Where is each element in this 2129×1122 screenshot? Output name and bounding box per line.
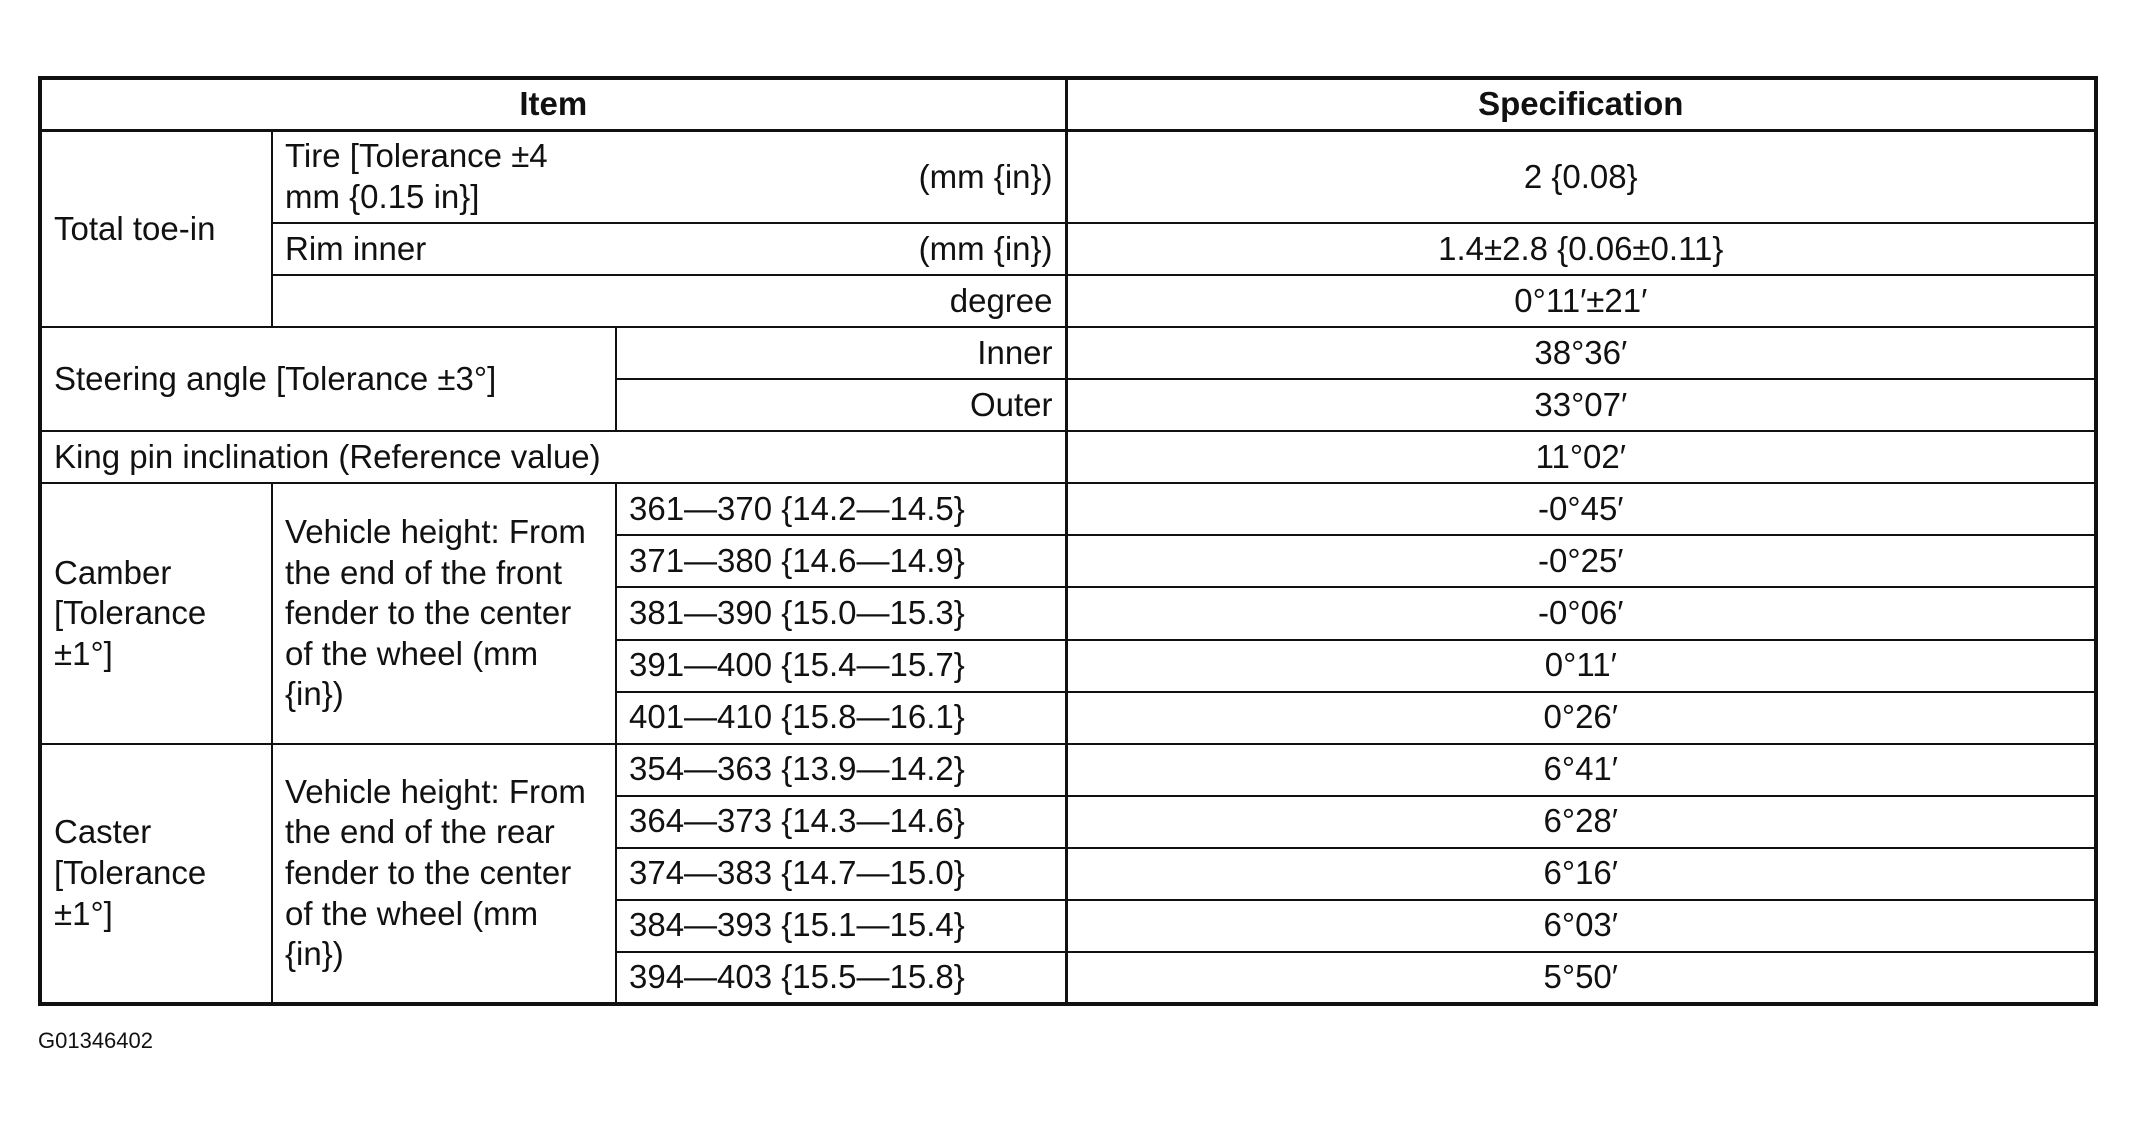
camber-value: -0°06′ (1066, 587, 2096, 639)
caster-value: 6°16′ (1066, 848, 2096, 900)
camber-label: Camber [Tolerance ±1°] (40, 483, 272, 743)
table-row (40, 483, 2096, 535)
table-row (40, 327, 2096, 379)
camber-range: 401—410 {15.8—16.1} (616, 692, 1066, 744)
camber-vehicle-height-label: Vehicle height: From the end of the front fender to the center of the wheel (mm {in}) (272, 483, 616, 743)
caster-range: 354—363 {13.9—14.2} (616, 744, 1066, 796)
caster-value: 6°41′ (1066, 744, 2096, 796)
steering-outer-label: Outer (616, 379, 1066, 431)
tire-cell (272, 130, 1066, 223)
camber-range: 391—400 {15.4—15.7} (616, 640, 1066, 692)
tire-toe-in-value: 2 {0.08} (1066, 130, 2096, 223)
caster-vehicle-height-label: Vehicle height: From the end of the rear fender to the center of the wheel (mm {in}) (272, 744, 616, 1004)
caster-range: 384—393 {15.1—15.4} (616, 900, 1066, 952)
degree-label: degree (272, 275, 1066, 327)
degree-toe-in-value: 0°11′±21′ (1066, 275, 2096, 327)
caster-label: Caster [Tolerance ±1°] (40, 744, 272, 1004)
steering-inner-label: Inner (616, 327, 1066, 379)
table-row (40, 130, 2096, 223)
table-header-row (40, 78, 2096, 130)
specification-column-header: Specification (1066, 78, 2096, 130)
king-pin-inclination-value: 11°02′ (1066, 431, 2096, 483)
camber-value: -0°45′ (1066, 483, 2096, 535)
camber-range: 381—390 {15.0—15.3} (616, 587, 1066, 639)
camber-value: 0°26′ (1066, 692, 2096, 744)
king-pin-inclination-label: King pin inclination (Reference value) (40, 431, 1066, 483)
steering-angle-label: Steering angle [Tolerance ±3°] (40, 327, 616, 431)
caster-value: 5°50′ (1066, 952, 2096, 1004)
table-row (40, 275, 2096, 327)
camber-range: 371—380 {14.6—14.9} (616, 535, 1066, 587)
caster-range: 364—373 {14.3—14.6} (616, 796, 1066, 848)
caster-value: 6°03′ (1066, 900, 2096, 952)
camber-range: 361—370 {14.2—14.5} (616, 483, 1066, 535)
steering-inner-value: 38°36′ (1066, 327, 2096, 379)
table-row (40, 223, 2096, 275)
wheel-alignment-spec-table (38, 76, 2098, 1006)
rim-inner-toe-in-value: 1.4±2.8 {0.06±0.11} (1066, 223, 2096, 275)
caster-value: 6°28′ (1066, 796, 2096, 848)
tire-unit: (mm {in}) (918, 157, 1053, 195)
steering-outer-value: 33°07′ (1066, 379, 2096, 431)
table-row (40, 744, 2096, 796)
caster-range: 374—383 {14.7—15.0} (616, 848, 1066, 900)
figure-id: G01346402 (38, 1028, 153, 1053)
rim-inner-unit: (mm {in}) (918, 229, 1053, 267)
tire-tolerance-label: Tire [Tolerance ±4 mm {0.15 in}] (285, 137, 548, 215)
camber-value: -0°25′ (1066, 535, 2096, 587)
total-toe-in-label: Total toe-in (40, 130, 272, 327)
table-row (40, 431, 2096, 483)
camber-value: 0°11′ (1066, 640, 2096, 692)
rim-inner-cell (272, 223, 1066, 275)
caster-range: 394—403 {15.5—15.8} (616, 952, 1066, 1004)
rim-inner-label: Rim inner (285, 229, 427, 267)
item-column-header: Item (40, 78, 1066, 130)
